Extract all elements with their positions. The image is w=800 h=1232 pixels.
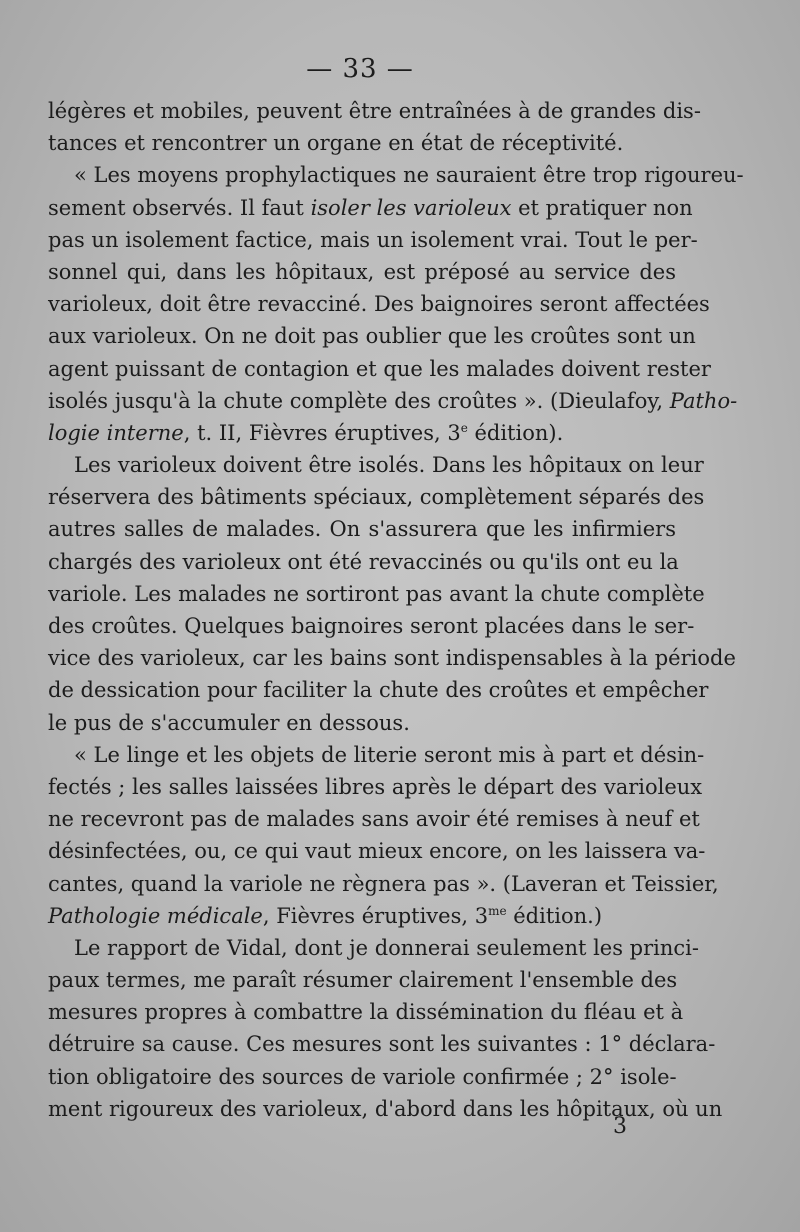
text-segment: isolés jusqu'à la chute complète des croûtes ». (Dieulafoy, xyxy=(48,388,670,413)
text-line: tion obligatoire des sources de variole confirmée ; 2° isole- xyxy=(48,1064,677,1089)
text-line: Le rapport de Vidal, dont je donnerai seulement les princi- xyxy=(74,935,699,960)
text-line: autres salles de malades. On s'assurera que les infirmiers xyxy=(48,517,676,542)
text-line xyxy=(48,417,676,449)
paragraph-1 xyxy=(48,95,701,159)
text-line: agent puissant de contagion et que les malades doivent rester xyxy=(48,356,711,381)
text-line: le pus de s'accumuler en dessous. xyxy=(48,710,410,735)
text-line xyxy=(48,900,676,932)
text-line: des croûtes. Quelques baignoires seront placées dans le ser- xyxy=(48,614,695,638)
text-line: « Les moyens prophylactiques ne sauraient être trop rigoureu- xyxy=(74,163,744,188)
text-line: légères et mobiles, peuvent être entraînées à de grandes dis- xyxy=(48,99,701,123)
text-line: cantes, quand la variole ne règnera pas ». (Laveran et Teissier, xyxy=(48,871,719,896)
text-line: Les varioleux doivent être isolés. Dans les hôpitaux on leur xyxy=(74,453,704,478)
text-line: détruire sa cause. Ces mesures sont les suivantes : 1° déclara- xyxy=(48,1032,716,1057)
text-line: variole. Les malades ne sortiront pas avant la chute complète xyxy=(48,581,705,606)
page-number-header: — 33 — xyxy=(306,54,414,84)
text-segment: et pratiquer non xyxy=(511,195,693,220)
text-line: ne recevront pas de malades sans avoir été remises à neuf et xyxy=(48,807,700,832)
text-line xyxy=(48,192,693,224)
text-line: désinfectées, ou, ce qui vaut mieux encore, on les laissera va- xyxy=(48,839,706,864)
text-line: pas un isolement factice, mais un isolement vrai. Tout le per- xyxy=(48,227,698,252)
superscript: e xyxy=(460,420,468,435)
italic-citation: logie interne xyxy=(48,420,184,445)
text-line: chargés des varioleux ont été revaccinés ou qu'ils ont eu la xyxy=(48,549,679,574)
text-segment: édition.) xyxy=(506,903,603,928)
text-line: sonnel qui, dans les hôpitaux, est préposé au service des xyxy=(48,259,676,284)
text-line: réservera des bâtiments spéciaux, complètement séparés des xyxy=(48,485,705,510)
text-line xyxy=(48,385,738,417)
text-line: varioleux, doit être revacciné. Des baignoires seront affectées xyxy=(48,292,710,317)
paragraph-5 xyxy=(48,932,723,1125)
text-line: ment rigoureux des varioleux, d'abord dans les hôpitaux, où un xyxy=(48,1096,723,1121)
text-line: de dessication pour faciliter la chute des croûtes et empêcher xyxy=(48,678,709,703)
signature-mark: 3 xyxy=(613,1114,627,1139)
italic-emphasis: isoler les varioleux xyxy=(310,195,512,220)
paragraph-2-quote xyxy=(48,159,744,449)
text-line: aux varioleux. On ne doit pas oublier que les croûtes sont un xyxy=(48,324,696,349)
text-line: fectés ; les salles laissées libres après le départ des varioleux xyxy=(48,774,703,799)
text-line: vice des varioleux, car les bains sont indispensables à la période xyxy=(48,646,736,671)
paragraph-3 xyxy=(48,449,736,739)
text-segment: , Fièvres éruptives, 3 xyxy=(262,903,489,928)
text-segment: édition). xyxy=(467,420,564,445)
text-line: tances et rencontrer un organe en état de réceptivité. xyxy=(48,131,624,156)
paragraph-4-quote xyxy=(48,739,719,932)
italic-citation: Patho- xyxy=(669,388,738,413)
text-line: mesures propres à combattre la dissémination du fléau et à xyxy=(48,1000,684,1025)
italic-citation: Pathologie médicale xyxy=(48,903,263,928)
superscript: me xyxy=(488,903,507,918)
text-segment: , t. II, Fièvres éruptives, 3 xyxy=(183,420,461,445)
text-segment: sement observés. Il faut xyxy=(48,195,311,220)
text-line: paux termes, me paraît résumer clairement l'ensemble des xyxy=(48,968,678,993)
body-text xyxy=(48,95,744,1125)
text-line: « Le linge et les objets de literie seront mis à part et désin- xyxy=(74,742,705,767)
